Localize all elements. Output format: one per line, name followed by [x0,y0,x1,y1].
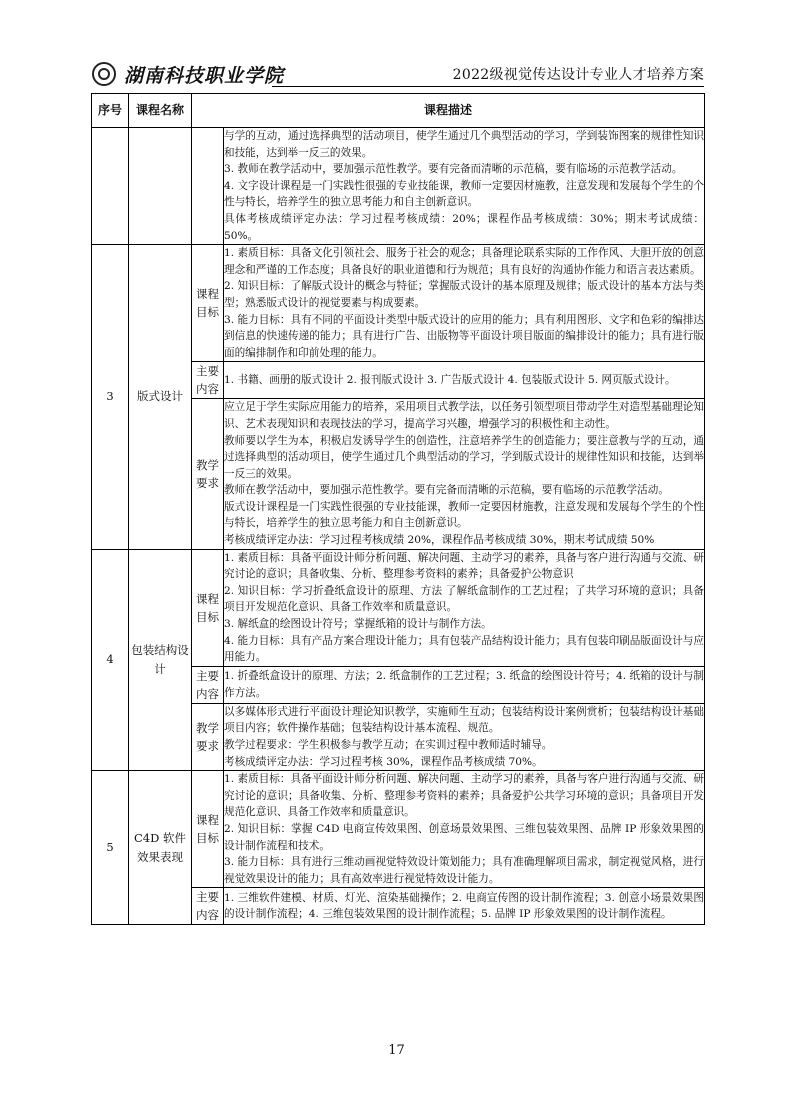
table-header-row [92,94,705,128]
desc-line: 1. 素质目标：具备平面设计师分析问题、解决问题、主动学习的素养，具备与客户进行沟通与交流、研究讨论的意识；具备收集、分析、整理参考资料的素养；具备爱护公物意识 [224,551,705,581]
desc-line: 1. 素质目标：具备文化引领社会、服务于社会的观念；具备理论联系实际的工作作风、大胆开放的创意理念和严谨的工作态度；具备良好的职业道德和行为规范；具有良好的沟通协作能力和语言表达素质。 [224,247,705,276]
desc-line: 4. 文字设计课程是一门实践性很强的专业技能课，教师一定要因材施教，注意发现和发展每个学生的个性与特长，培养学生的独立思考能力和自主创新意识。 [224,179,705,209]
desc-line: 教学过程要求：学生积极参与教学互动；在实训过程中教师适时辅导。 [224,739,553,751]
column-header-desc: 课程描述 [192,94,705,128]
desc-line: 教师在教学活动中，要加强示范性教学。要有完备而清晰的示范稿，要有临场的示范教学活动。 [224,484,669,497]
desc-line: 3. 解纸盒的绘图设计符号；掌握纸箱的设计与制作方法。 [224,618,492,631]
sub-label-content: 主要内容 [192,666,224,703]
course-number: 3 [92,245,129,550]
school-logo [92,60,284,88]
sub-label-content: 主要内容 [192,888,224,925]
cell-desc [224,128,705,245]
course-number: 4 [92,549,129,771]
header-rule [272,86,704,87]
course-goal [224,549,705,666]
desc-line: 1. 折叠纸盒设计的原理、方法；2. 纸盒制作的工艺过程；3. 纸盒的绘图设计符号；4. 纸箱的设计与制作方法。 [224,670,705,699]
desc-line: 3. 能力目标：具有进行三维动画视觉特效设计策划能力；具有准确理解项目需求，制定视觉风格，进行视觉效果设计的能力；具有高效率进行视觉特效设计能力。 [224,856,705,885]
desc-line: 版式设计课程是一门实践性很强的专业技能课，教师一定要因材施教，注意发现和发展每个学生的个性与特长，培养学生的独立思考能力和自主创新意识。 [224,500,705,530]
sub-label-goal: 课程目标 [192,771,224,888]
course-requirements [224,703,705,770]
course-goal [224,771,705,888]
course-content [224,888,705,925]
cell-sub [192,128,224,245]
sub-label-requirements: 教学要求 [192,399,224,549]
desc-line: 1. 书籍、画册的版式设计 2. 报刊版式设计 3. 广告版式设计 4. 包装版式设计 5. 网页版式设计。 [224,374,676,387]
document-title: 2022级视觉传达设计专业人才培养方案 [452,67,704,83]
course-goal [224,245,705,362]
school-emblem-icon [92,62,116,86]
desc-line: 以多媒体形式进行平面设计理论知识教学，实施师生互动；包装结构设计案例赏析；包装结构设计基础项目内容；软件操作基础；包装结构设计基本流程、规范。 [224,705,705,735]
desc-line: 考核成绩评定办法：学习过程考核 30%，课程作品考核成绩 70%。 [224,755,543,768]
table-row [92,549,705,666]
course-requirements [224,399,705,549]
desc-line: 3. 能力目标：具有不同的平面设计类型中版式设计的应用的能力；具有利用图形、文字和色彩的编排达到信息的快速传递的能力；具有进行广告、出版物等平面设计项目版面的编排设计的能力；具有进行版面的编排制作和印前处理的能力。 [224,313,705,359]
course-name: 版式设计 [129,245,192,550]
course-name: 包装结构设计 [129,549,192,771]
cell-name [129,128,192,245]
course-name: C4D 软件效果表现 [129,771,192,925]
desc-line: 教师要以学生为本，积极启发诱导学生的创造性，注意培养学生的创造能力；要注意教与学的互动，通过选择典型的活动项目，使学生通过几个典型活动的学习，学到版式设计的规律性知识和技能，达到举一反三的效果。 [224,434,705,480]
desc-line: 4. 能力目标：具有产品方案合理设计能力；具有包装产品结构设计能力；具有包装印刷品版面设计与应用能力。 [224,634,705,664]
course-content [224,362,705,399]
sub-label-goal: 课程目标 [192,549,224,666]
table-row-continuation [92,128,705,245]
course-content [224,666,705,703]
desc-line: 3. 教师在教学活动中，要加强示范性教学。要有完备而清晰的示范稿，要有临场的示范教学活动。 [224,163,683,176]
table-row [92,771,705,888]
sub-label-requirements: 教学要求 [192,703,224,770]
column-header-num: 序号 [92,94,129,128]
page-number: 17 [388,1043,405,1058]
desc-line: 1. 素质目标：具备平面设计师分析问题、解决问题、主动学习的素养，具备与客户进行沟通与交流、研究讨论的意识；具备收集、分析、整理参考资料的素养；具备爱护公共学习环境的意识；具备项目开发规范化意识、具备工作效率和质量意识。 [224,773,705,819]
desc-line: 与学的互动，通过选择典型的活动项目，使学生通过几个典型活动的学习，学到装饰图案的规律性知识和技能，达到举一反三的效果。 [224,130,705,159]
desc-line: 考核成绩评定办法：学习过程考核成绩 20%，课程作品考核成绩 30%，期末考试成绩 50% [224,534,655,547]
table-row [92,245,705,362]
sub-label-goal: 课程目标 [192,245,224,362]
school-name: 湖南科技职业学院 [124,64,285,87]
sub-label-content: 主要内容 [192,362,224,399]
course-number: 5 [92,771,129,925]
desc-line: 2. 知识目标：了解版式设计的概念与特征；掌握版式设计的基本原理及规律；版式设计的基本方法与类型；熟悉版式设计的视觉要素与构成要素。 [224,280,705,309]
desc-line: 具体考核成绩评定办法：学习过程考核成绩：20%；课程作品考核成绩：30%；期末考试成绩：50%。 [224,212,705,242]
desc-line: 2. 知识目标：掌握 C4D 电商宣传效果图、创意场景效果图、三维包装效果图、品牌 IP 形象效果图的设计制作流程和技术。 [224,822,705,852]
desc-line: 应立足于学生实际应用能力的培养，采用项目式教学法，以任务引领型项目带动学生对造型基础理论知识、艺术表现知识和表现技法的学习，提高学习兴趣，增强学习的积极性和主动性。 [224,401,705,430]
cell-num [92,128,129,245]
page-header [92,60,704,90]
course-table [91,93,705,925]
column-header-name: 课程名称 [129,94,192,128]
desc-line: 1. 三维软件建模、材质、灯光、渲染基础操作；2. 电商宣传图的设计制作流程；3. 创意小场景效果图的设计制作流程；4. 三维包装效果图的设计制作流程；5. 品牌 IP 形象效果图的设计制作流程。 [224,891,705,921]
desc-line: 2. 知识目标：学习折叠纸盒设计的原理、方法 了解纸盒制作的工艺过程；了共学习环境的意识；具备项目开发规范化意识、具备工作效率和质量意识。 [224,584,705,614]
